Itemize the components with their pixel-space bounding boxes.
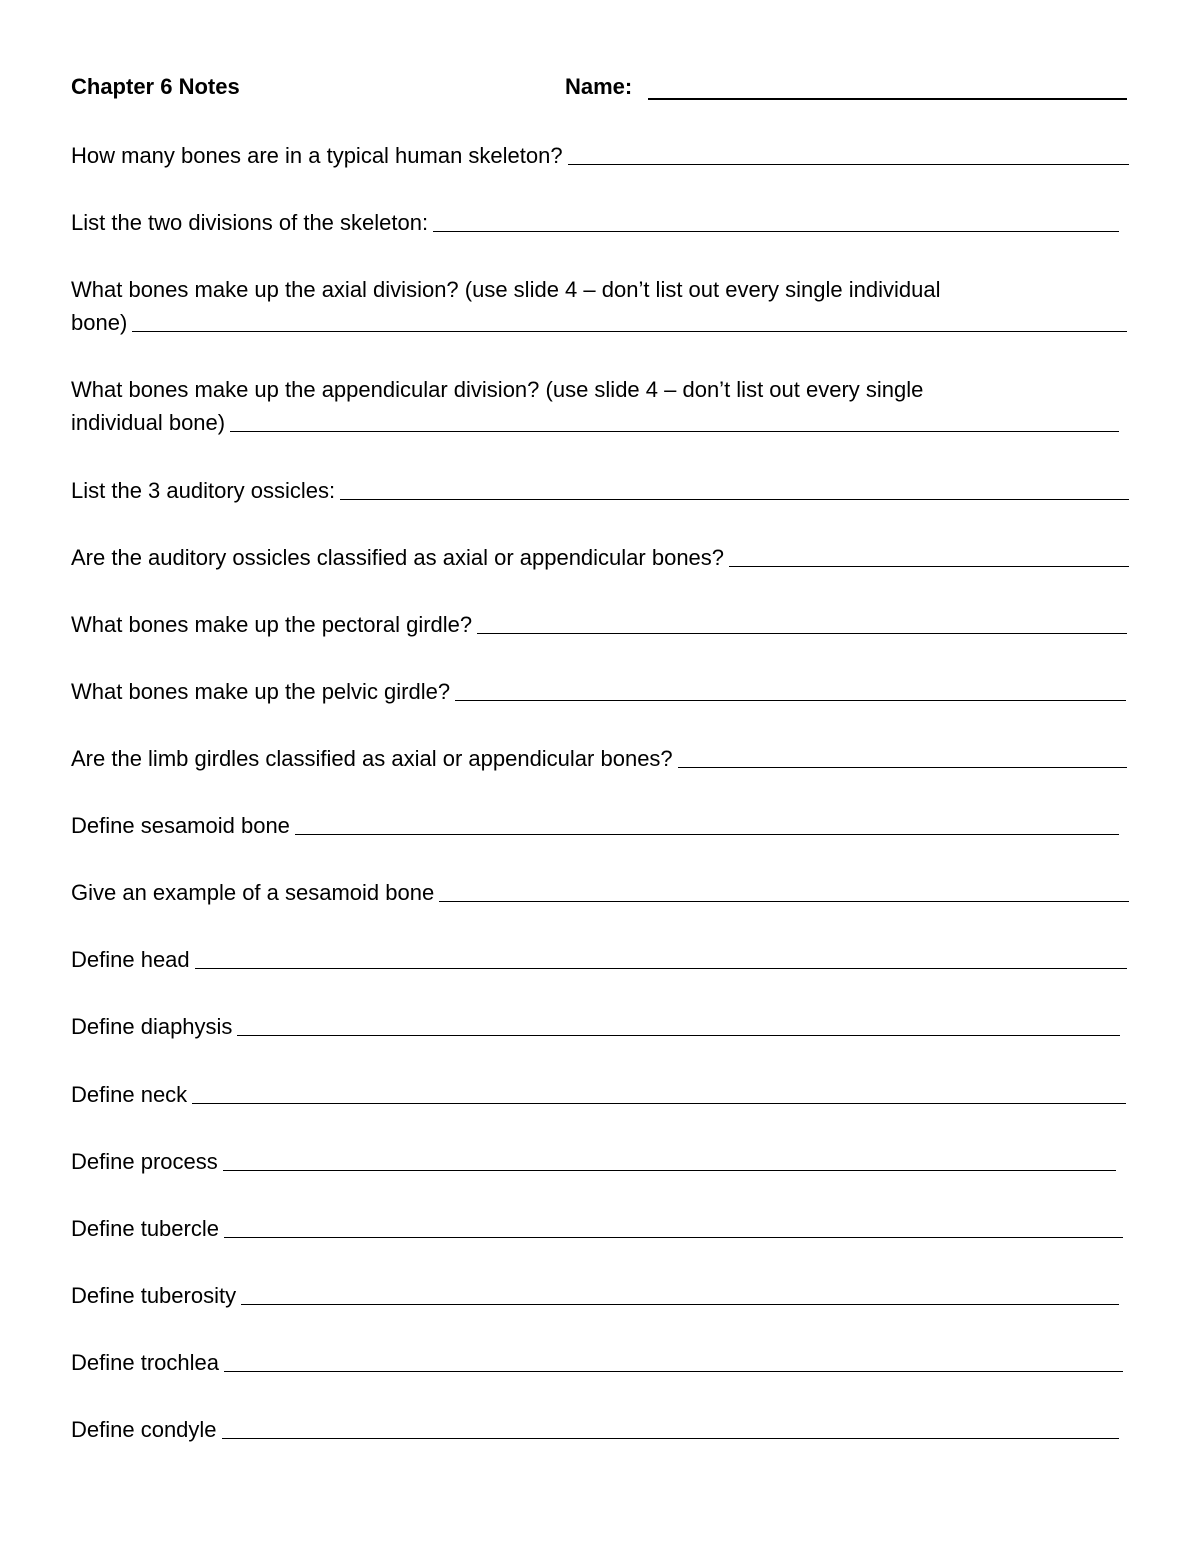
question-18 (71, 1346, 1123, 1379)
answer-line[interactable] (224, 1237, 1123, 1238)
page-title: Chapter 6 Notes (71, 74, 240, 99)
question-16 (71, 1212, 1123, 1245)
worksheet-header (71, 74, 1127, 104)
question-text: Are the limb girdles classified as axial or appendicular bones? (71, 746, 673, 771)
question-text: What bones make up the pelvic girdle? (71, 679, 451, 704)
answer-line[interactable] (433, 231, 1119, 232)
question-2 (71, 206, 1119, 239)
question-text-cont: bone) (71, 310, 128, 335)
question-4 (71, 373, 1119, 439)
name-label: Name: (565, 74, 633, 99)
question-13 (71, 1010, 1120, 1043)
question-text: What bones make up the appendicular division? (use slide 4 – don’t list out every single (71, 377, 924, 402)
question-14 (71, 1078, 1126, 1111)
question-9 (71, 742, 1127, 775)
question-text: Are the auditory ossicles classified as axial or appendicular bones? (71, 545, 725, 570)
question-11 (71, 876, 1129, 909)
question-text: What bones make up the pectoral girdle? (71, 612, 473, 637)
question-7 (71, 608, 1127, 641)
question-text: Define tubercle (71, 1216, 219, 1241)
question-text: Define process (71, 1149, 218, 1174)
answer-line[interactable] (439, 901, 1129, 902)
question-text: Define trochlea (71, 1350, 219, 1375)
answer-line[interactable] (230, 431, 1119, 432)
answer-line[interactable] (568, 164, 1129, 165)
answer-line[interactable] (729, 566, 1129, 567)
question-text: Define condyle (71, 1417, 217, 1442)
answer-line[interactable] (477, 633, 1127, 634)
answer-line[interactable] (241, 1304, 1119, 1305)
question-text: Define sesamoid bone (71, 813, 290, 838)
answer-line[interactable] (455, 700, 1126, 701)
answer-line[interactable] (223, 1170, 1116, 1171)
question-5 (71, 474, 1129, 507)
question-text: Give an example of a sesamoid bone (71, 880, 435, 905)
question-text: Define head (71, 947, 190, 972)
question-6 (71, 541, 1129, 574)
question-15 (71, 1145, 1116, 1178)
question-text: List the 3 auditory ossicles: (71, 478, 336, 503)
answer-line[interactable] (195, 968, 1127, 969)
answer-line[interactable] (192, 1103, 1126, 1104)
answer-line[interactable] (678, 767, 1127, 768)
answer-line[interactable] (237, 1035, 1120, 1036)
question-8 (71, 675, 1126, 708)
question-text: How many bones are in a typical human skeleton? (71, 143, 563, 168)
answer-line[interactable] (340, 499, 1129, 500)
question-1 (71, 139, 1129, 172)
question-text: What bones make up the axial division? (use slide 4 – don’t list out every single individual (71, 277, 941, 302)
question-12 (71, 943, 1127, 976)
answer-line[interactable] (132, 331, 1127, 332)
name-blank-line[interactable] (648, 98, 1127, 100)
question-text: Define tuberosity (71, 1283, 237, 1308)
question-17 (71, 1279, 1119, 1312)
question-text-cont: individual bone) (71, 410, 226, 435)
answer-line[interactable] (224, 1371, 1123, 1372)
question-text: List the two divisions of the skeleton: (71, 210, 429, 235)
answer-line[interactable] (295, 834, 1119, 835)
question-text: Define diaphysis (71, 1014, 233, 1039)
question-3 (71, 273, 1127, 339)
question-10 (71, 809, 1119, 842)
question-text: Define neck (71, 1082, 188, 1107)
question-19 (71, 1413, 1119, 1446)
answer-line[interactable] (222, 1438, 1119, 1439)
